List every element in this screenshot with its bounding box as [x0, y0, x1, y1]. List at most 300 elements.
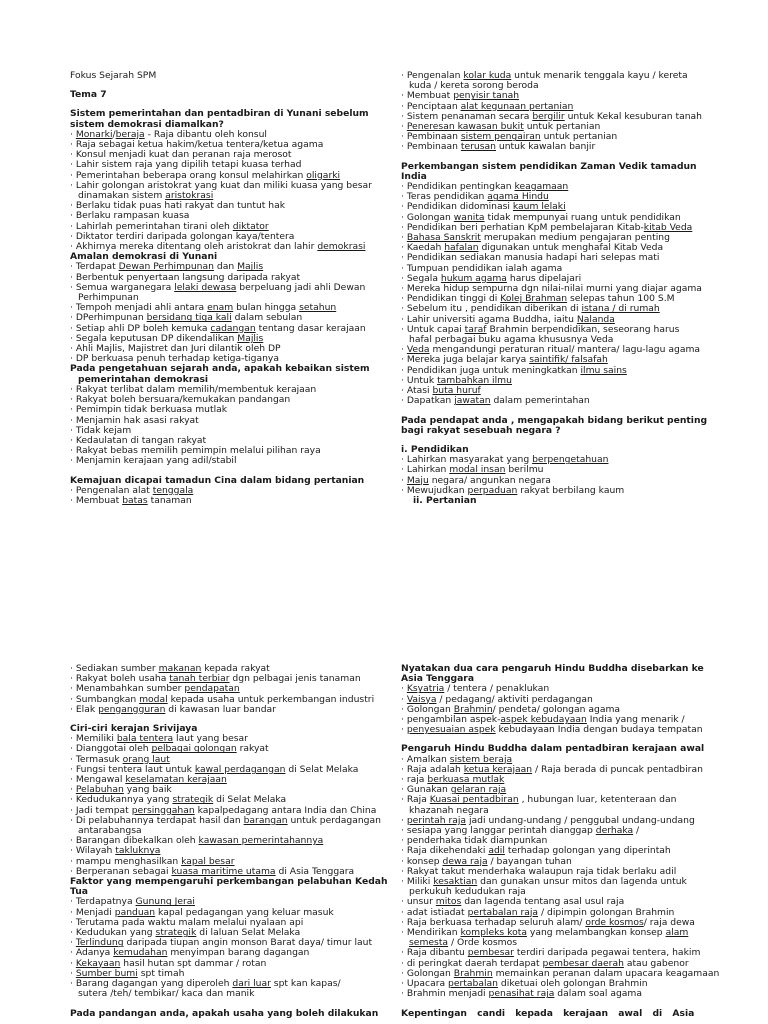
underlined-keyword: wanita [453, 211, 485, 223]
text-run: · Pengenalan [401, 70, 464, 81]
text-run: · Rakyat terlibat dalam memilih/membentuk kerajaan [70, 383, 317, 395]
underlined-keyword: makanan [158, 663, 202, 674]
underlined-keyword: Majlis [237, 261, 264, 273]
text-line [401, 989, 741, 999]
underlined-keyword: setahun [299, 302, 337, 314]
text-run: kapalpedagang antara India dan China [194, 804, 377, 816]
text-run: · Segala [401, 272, 441, 284]
text-run: · Termasuk [70, 753, 123, 765]
text-run: · Berbentuk penyertaan langsung daripada rakyat [70, 271, 301, 283]
text-run: · Sediakan sumber [70, 663, 159, 674]
underlined-keyword: ketua kerajaan [463, 763, 533, 775]
underlined-keyword: kolar kuda [463, 70, 512, 81]
text-run: - Raja dibantu oleh konsul [144, 128, 267, 140]
underlined-keyword: alam [665, 927, 689, 939]
underlined-keyword: bergilir [532, 110, 565, 122]
underlined-keyword: kitab Veda [643, 221, 693, 233]
text-run: · Berlaku tidak puas hati rakyat dan tuntut hak [70, 200, 286, 212]
text-run: menyimpan barang dagangan [167, 947, 310, 959]
section-heading [401, 162, 741, 172]
text-run: · Tidak kejam [70, 424, 132, 436]
text-run: kapal pedagangan yang keluar masuk [155, 906, 334, 918]
text-run: atau gabenor [623, 957, 689, 969]
underlined-keyword: tambahkan ilmu [437, 374, 512, 386]
underlined-keyword: kawal perdagangan [194, 763, 286, 775]
text-run: · Untuk capai [401, 323, 465, 335]
text-run: yang baik [123, 784, 172, 796]
underlined-keyword: hafalan [444, 242, 479, 254]
text-run: · Menjamin hak asasi rakyat [70, 414, 199, 426]
underlined-keyword: orang laut [122, 753, 170, 765]
text-run: Perhimpunan [78, 292, 139, 304]
underlined-keyword: Terlindung [75, 937, 124, 949]
text-run: · Pemimpin tidak berkuasa mutlak [70, 404, 228, 416]
text-run: · [401, 693, 407, 705]
text-line [70, 496, 410, 506]
text-run: · Elak [70, 703, 99, 715]
text-run: · Pendidikan didominasi [401, 201, 513, 213]
text-run: · Raja dibantu [401, 947, 468, 959]
text-run: · penderhaka tidak diampunkan [401, 835, 548, 847]
text-run: laut yang besar [173, 733, 248, 745]
text-run: · Gunakan [401, 784, 451, 796]
text-run: · Terdapatnya [70, 896, 136, 908]
underlined-keyword: Majlis [237, 332, 264, 344]
text-run: · [70, 957, 76, 969]
text-run: rakyat berbilang kaum [517, 484, 625, 496]
underlined-keyword: sistem beraja [449, 753, 513, 765]
text-run: jadi undang-undang / penggubal undang-undang [466, 814, 695, 826]
text-run: hafal perbagai buku agama khususnya Veda [409, 334, 614, 346]
underlined-keyword: pembesar daerah [542, 957, 624, 969]
underlined-keyword: keselamatan kerajaan [125, 774, 227, 786]
text-run: · Raja berkuasa terhadap seluruh alam/ [401, 916, 586, 928]
text-run: / dipimpin golongan Brahmin [538, 906, 675, 918]
text-run: · Pemerintahan beberapa orang konsul melahirkan [70, 169, 307, 181]
text-run: berpeluang jadi ahli Dewan [236, 281, 366, 293]
text-run: · Membuat [401, 90, 454, 102]
underlined-keyword: Kekayaan [75, 957, 121, 969]
text-run: Pada pandangan anda, apakah usaha yang boleh dilakukan [70, 1007, 379, 1019]
text-run: ii. Pertanian [413, 494, 477, 506]
text-run: · sesiapa yang langgar perintah dianggap [401, 825, 596, 837]
underlined-keyword: Nalanda [576, 313, 615, 325]
text-run: · mampu menghasilkan [70, 855, 182, 867]
text-run: · Pendidikan tinggi di [401, 293, 501, 305]
text-run: / pendeta/ golongan agama [492, 703, 621, 715]
text-run: · Pembinaan [401, 131, 461, 143]
text-run: diketuai oleh golongan Brahmin [498, 978, 648, 990]
underlined-keyword: lelaki dewasa [174, 281, 237, 293]
underlined-keyword: penyesuaian aspek [406, 724, 496, 736]
text-run: · Terdapat [70, 261, 119, 273]
text-run: · Pendidikan pentingkan [401, 181, 515, 193]
text-run: daripada tiupan angin monson Barat daya/ timur laut [123, 937, 373, 949]
text-run: Perkembangan sistem pendidikan Zaman Vedik tamadun [401, 160, 697, 172]
underlined-keyword: Monarki [75, 128, 113, 140]
section-heading [70, 71, 410, 81]
text-run: kuda / kereta sorong beroda [409, 80, 539, 92]
text-run: · [70, 937, 76, 949]
text-run: di Selat Melaka [213, 794, 287, 806]
text-run: untuk Kekal kesuburan tanah [564, 110, 702, 122]
underlined-keyword: penasihat raja [488, 988, 555, 1000]
text-run: · Di pelabuhannya terdapat hasil dan [70, 814, 244, 826]
text-run: dan lagenda tentang asal usul raja [461, 896, 625, 908]
underlined-keyword: tanah terbiar [169, 673, 230, 685]
text-run: · Pengenalan alat [70, 484, 153, 496]
text-run: · Menambahkan sumber [70, 683, 185, 695]
text-run: · Menjamin kerajaan yang adil/stabil [70, 455, 237, 467]
text-run: yang melambangkan konsep [526, 927, 666, 939]
text-run: · Lahirkan masyarakat yang [401, 454, 533, 466]
text-run: · Kedaulatan di tangan rakyat [70, 434, 207, 446]
text-run: · Raja [401, 794, 430, 806]
underlined-keyword: orde kosmos [585, 916, 644, 928]
text-run: Asia Tenggara [401, 673, 475, 685]
text-run: / [633, 825, 640, 837]
text-run: · Golongan [401, 967, 454, 979]
text-run: antarabangsa [78, 825, 142, 837]
text-run: · Berlaku rampasan kuasa [70, 210, 190, 222]
text-run: · DPerhimpunan [70, 312, 147, 324]
underlined-keyword: enam [207, 302, 234, 314]
underlined-keyword: aristokrasi [165, 190, 214, 202]
text-run: / tentera / penaklukan [444, 683, 550, 695]
text-run: untuk kawalan banjir [495, 141, 596, 153]
text-run: · Pendidikan juga untuk meningkatkan [401, 364, 581, 376]
text-run: · Lahir golongan aristokrat yang kuat dan miliki kuasa yang besar [70, 179, 372, 191]
text-run: · Raja adalah [401, 763, 464, 775]
text-run: Tema 7 [70, 89, 107, 101]
underlined-keyword: kompleks kota [460, 927, 527, 939]
text-run: · [401, 683, 407, 695]
text-run: untuk pertanian [540, 131, 618, 143]
underlined-keyword: modal [139, 693, 168, 705]
underlined-keyword: tenggala [152, 484, 194, 496]
text-run: · Menjadi [70, 906, 115, 918]
text-run: · di peringkat daerah terdapat [401, 957, 543, 969]
text-run: merupakan medium pengajaran penting [480, 232, 670, 244]
text-run: terhadap golongan yang diperintah [504, 845, 671, 857]
text-run: · Konsul menjadi kuat dan peranan raja merosot [70, 149, 292, 161]
underlined-keyword: Kolej Brahman [500, 293, 568, 305]
text-run: · [401, 724, 407, 736]
text-run: · Golongan [401, 703, 454, 715]
underlined-keyword: Brahmin [453, 967, 493, 979]
text-run: · Raja dikehendaki [401, 845, 489, 857]
underlined-keyword: pertabalan raja [467, 906, 539, 918]
underlined-keyword: modal insan [449, 464, 506, 476]
text-run: · Jadi tempat [70, 804, 132, 816]
underlined-keyword: agama Hindu [487, 191, 549, 203]
underlined-keyword: cadangan [210, 322, 256, 334]
text-run: dan gunakan unsur mitos dan lagenda untuk [477, 876, 687, 888]
text-run: / bayangan tuhan [487, 855, 572, 867]
text-run: · pengambilan aspek- [401, 714, 501, 726]
text-run: kepada usaha untuk perkembangan industri [167, 693, 375, 705]
text-line [401, 725, 741, 735]
text-run: · Mereka juga belajar karya [401, 354, 530, 366]
underlined-keyword: kesaktian [433, 876, 478, 888]
underlined-keyword: kawasan pemerintahannya [198, 835, 324, 847]
underlined-keyword: perintah raja [406, 814, 467, 826]
text-run: · konsep [401, 855, 443, 867]
text-run: tentang dasar kerajaan [255, 322, 366, 334]
text-run: · Akhirnya mereka ditentang oleh aristokrat dan lahir [70, 241, 318, 253]
text-run: rakyat [236, 743, 269, 755]
text-run: kebudayaan India dengan budaya tempatan [495, 724, 703, 736]
text-run: Tua [70, 886, 88, 898]
text-run: · [70, 967, 76, 979]
text-run: pemerintahan demokrasi [78, 373, 209, 385]
text-run: · Mereka hidup sempurna dgn nilai-nilai murni yang diajar agama [401, 283, 702, 295]
text-run: dan [213, 261, 238, 273]
underlined-keyword: Maju [406, 474, 429, 486]
text-run: berilmu [505, 464, 544, 476]
text-run: · Untuk [401, 374, 438, 386]
section-heading [401, 426, 741, 436]
text-run: · Setiap ahli DP boleh kemuka [70, 322, 211, 334]
text-run: hasil hutan spt dammar / rotan [120, 957, 267, 969]
underlined-keyword: ilmu sains [580, 364, 627, 376]
underlined-keyword: dari luar [232, 978, 271, 990]
text-run: · Rakyat takut menderhaka walaupun raja tidak berlaku adil [401, 865, 677, 877]
text-run: · Miliki [401, 876, 434, 888]
text-run: negara/ angunkan negara [428, 474, 551, 486]
text-run: bagi rakyat sesebuah negara ? [401, 424, 561, 436]
text-run: memainkan peranan dalam upacara keagamaan [492, 967, 720, 979]
text-run: i. Pendidikan [401, 443, 469, 455]
underlined-keyword: pembesar [467, 947, 514, 959]
underlined-keyword: jawatan [454, 395, 491, 407]
underlined-keyword: Kuasai pentadbiran [429, 794, 519, 806]
text-run: tanaman [147, 494, 192, 506]
text-run: Amalan demokrasi di Yunani [70, 251, 218, 263]
underlined-keyword: kemudahan [113, 947, 168, 959]
underlined-keyword: Pelabuhan [75, 784, 124, 796]
underlined-keyword: derhaka [595, 825, 634, 837]
underlined-keyword: Sumber bumi [75, 967, 138, 979]
text-run: , hubungan luar, ketenteraan dan [518, 794, 677, 806]
text-run: spt timah [137, 967, 185, 979]
underlined-keyword: bersidang tiga kali [146, 312, 232, 324]
underlined-keyword: hukum agama [440, 272, 507, 284]
text-run: · Atasi [401, 385, 433, 397]
text-run: Sistem pemerintahan dan pentadbiran di Yunani sebelum [70, 108, 369, 120]
text-run: di laluan Selat Melaka [196, 927, 301, 939]
text-run: / Orde kosmos [448, 937, 518, 949]
underlined-keyword: Gunung Jerai [135, 896, 195, 908]
underlined-keyword: Brahmin [453, 703, 493, 715]
text-run: · Raja sebagai ketua hakim/ketua tentera/ketua agama [70, 139, 324, 151]
top-right-column [401, 71, 741, 506]
text-run: · Pendidikan beri perhatian KpM pembelajaran Kitab- [401, 221, 644, 233]
text-run: kepada rakyat [201, 663, 270, 674]
section-heading [70, 877, 410, 887]
underlined-keyword: sistem pengairan [460, 131, 541, 143]
underlined-keyword: takluknya [115, 845, 161, 857]
underlined-keyword: bala tentera [116, 733, 174, 745]
underlined-keyword: berkuasa mutlak [427, 774, 505, 786]
underlined-keyword: kuasa maritime utama [171, 865, 276, 877]
underlined-keyword: alat kegunaan pertanian [460, 100, 574, 112]
text-run: · Brahmin menjadi [401, 988, 489, 1000]
text-run: · Lahir universiti agama Buddha, iaitu [401, 313, 577, 325]
bottom-left-column [70, 664, 410, 1019]
text-run: di Asia Tenggara [275, 865, 355, 877]
text-run: · [401, 474, 407, 486]
text-run: · Berperanan sebagai [70, 865, 172, 877]
text-run: · Upacara [401, 978, 449, 990]
text-run: · Penciptaan [401, 100, 461, 112]
text-run: khazanah negara [409, 804, 489, 816]
text-run: · Wilayah [70, 845, 116, 857]
underlined-keyword: strategik [172, 794, 214, 806]
underlined-keyword: pertabalan [448, 978, 499, 990]
text-run: dalam pemerintahan [490, 395, 590, 407]
text-run: · Lahirkan [401, 464, 450, 476]
text-run: untuk menarik tenggala kayu / kereta [511, 70, 688, 81]
underlined-keyword: gelaran raja [450, 784, 507, 796]
text-line [70, 705, 410, 715]
section-heading [70, 90, 410, 100]
text-run: · Pembinaan [401, 141, 461, 153]
text-run: · Ahli Majlis, Majistret dan Juri dilantik oleh DP [70, 343, 281, 355]
text-run: · adat istiadat [401, 906, 468, 918]
text-run: di kawasan luar bandar [165, 703, 276, 715]
text-run: · Membuat [70, 494, 123, 506]
text-run: · Kedudukan yang [70, 927, 156, 939]
text-run: · [401, 814, 407, 826]
text-run: · [70, 128, 76, 140]
underlined-keyword: Ksyatria [406, 683, 445, 695]
text-run: · DP berkuasa penuh terhadap ketiga-tiganya [70, 353, 279, 365]
section-heading [401, 496, 741, 506]
text-run: Kepentingan candi kepada kerajaan awal di Asia [401, 1007, 695, 1019]
text-line [70, 456, 410, 466]
text-run: · Terutama pada waktu malam melalui nyalaan api [70, 916, 304, 928]
text-line [401, 396, 741, 406]
text-run: · Mewujudkan [401, 484, 468, 496]
underlined-keyword: terusan [460, 141, 496, 153]
text-run: · [401, 121, 407, 133]
text-run: · [401, 344, 407, 356]
text-run: dalam sebulan [231, 312, 303, 324]
text-run: / pedagang/ aktiviti perdagangan [436, 693, 593, 705]
text-run: · Diktator terdiri daripada golongan kaya/tentera [70, 230, 295, 242]
text-run: bulan hingga [233, 302, 300, 314]
text-run: · Tumpuan pendidikan ialah agama [401, 262, 563, 274]
text-run: selepas tahun 100 S.M [567, 293, 675, 305]
text-run: sistem demokrasi diamalkan? [70, 118, 224, 130]
section-heading [70, 1009, 410, 1019]
text-run: · Lahir sistem raja yang dipilih tetapi kuasa terhad [70, 159, 302, 171]
underlined-keyword: Dewan Perhimpunan [118, 261, 214, 273]
text-run: · Adanya [70, 947, 114, 959]
text-run: · Amalkan [401, 753, 450, 765]
text-run: · Tempoh menjadi ahli antara [70, 302, 208, 314]
text-run: · Golongan [401, 211, 454, 223]
text-run: · Barangan dibekalkan oleh [70, 835, 199, 847]
underlined-keyword: strategik [155, 927, 197, 939]
underlined-keyword: barangan [243, 814, 288, 826]
text-run: sutera /teh/ tembikar/ kaca dan manik [78, 988, 255, 1000]
text-run: · [401, 232, 407, 244]
text-run: Kemajuan dicapai tamadun Cina dalam bidang pertanian [70, 474, 365, 486]
text-run: Pada pengetahuan sejarah anda, apakah kebaikan sistem [70, 363, 370, 375]
text-run: · Sistem penanaman secara [401, 110, 533, 122]
text-run: digunakan untuk menghafal Kitab Veda [478, 242, 664, 254]
section-heading [401, 1009, 741, 1019]
text-run: · Dapatkan [401, 395, 455, 407]
underlined-keyword: panduan [114, 906, 156, 918]
text-run: untuk pertanian [523, 121, 601, 133]
bottom-right-column [401, 664, 741, 1019]
text-run: Faktor yang mempengaruhi perkembangan pelabuhan Kedah [70, 876, 388, 888]
text-run: India [401, 170, 427, 182]
text-run: · Memiliki [70, 733, 117, 745]
underlined-keyword: taraf [464, 323, 487, 335]
text-run: Brahmin berpendidikan, seseorang harus [486, 323, 680, 335]
underlined-keyword: Vaisya [406, 693, 437, 705]
underlined-keyword: beraja [115, 128, 145, 140]
underlined-keyword: demokrasi [317, 241, 366, 253]
underlined-keyword: kaum lelaki [512, 201, 566, 213]
text-run: · Rakyat bebas memilih pemimpin melalui pilihan raya [70, 445, 321, 457]
underlined-keyword: penyisir tanah [453, 90, 520, 102]
underlined-keyword: adil [488, 845, 505, 857]
text-run: · Rakyat boleh usaha [70, 673, 170, 685]
text-run: / raja dewa [643, 916, 695, 928]
text-run: · Lahirlah pemerintahan tirani oleh [70, 220, 233, 232]
text-run: untuk perdagangan [287, 814, 381, 826]
underlined-keyword: istana / di rumah [581, 303, 660, 315]
underlined-keyword: buta huruf [432, 385, 481, 397]
text-run: / Raja berada di puncak pentadbiran [532, 763, 703, 775]
text-run: Pada pendapat anda , mengapakah bidang berikut penting [401, 414, 708, 426]
text-run: · Sumbangkan [70, 693, 140, 705]
text-run: · Kaedah [401, 242, 445, 254]
text-run: Ciri-ciri kerajan Srivijaya [70, 723, 198, 735]
top-left-column [70, 71, 410, 506]
text-line [70, 989, 410, 999]
text-run: · Pendidikan sediakan manusia hadapi hari selepas mati [401, 252, 660, 264]
text-run: Nyatakan dua cara pengaruh Hindu Buddha disebarkan ke [401, 663, 704, 674]
text-run: dinamakan sistem [78, 190, 166, 202]
text-run: spt kan kapas/ [270, 978, 341, 990]
underlined-keyword: Bahasa Sanskrit [406, 232, 481, 244]
text-run: · Sebelum itu , pendidikan diberikan di [401, 303, 582, 315]
underlined-keyword: semesta [409, 937, 449, 949]
text-run: di Selat Melaka [285, 763, 359, 775]
text-run: Pengaruh Hindu Buddha dalam pentadbiran kerajaan awal [401, 743, 705, 755]
text-run: · [70, 784, 76, 796]
underlined-keyword: oligarki [306, 169, 341, 181]
underlined-keyword: dewa raja [442, 855, 488, 867]
underlined-keyword: pengangguran [98, 703, 166, 715]
text-run: Fokus Sejarah SPM [70, 70, 157, 81]
underlined-keyword: keagamaan [514, 181, 569, 193]
text-run: · Teras pendidikan [401, 191, 488, 203]
text-run: · unsur [401, 896, 436, 908]
underlined-keyword: batas [122, 494, 148, 506]
text-run: tidak mempunyai ruang untuk pendidikan [484, 211, 681, 223]
underlined-keyword: mitos [435, 896, 462, 908]
text-run: · Mendirikan [401, 927, 461, 939]
text-run: · raja [401, 774, 428, 786]
text-run: India yang menarik / [586, 714, 685, 726]
